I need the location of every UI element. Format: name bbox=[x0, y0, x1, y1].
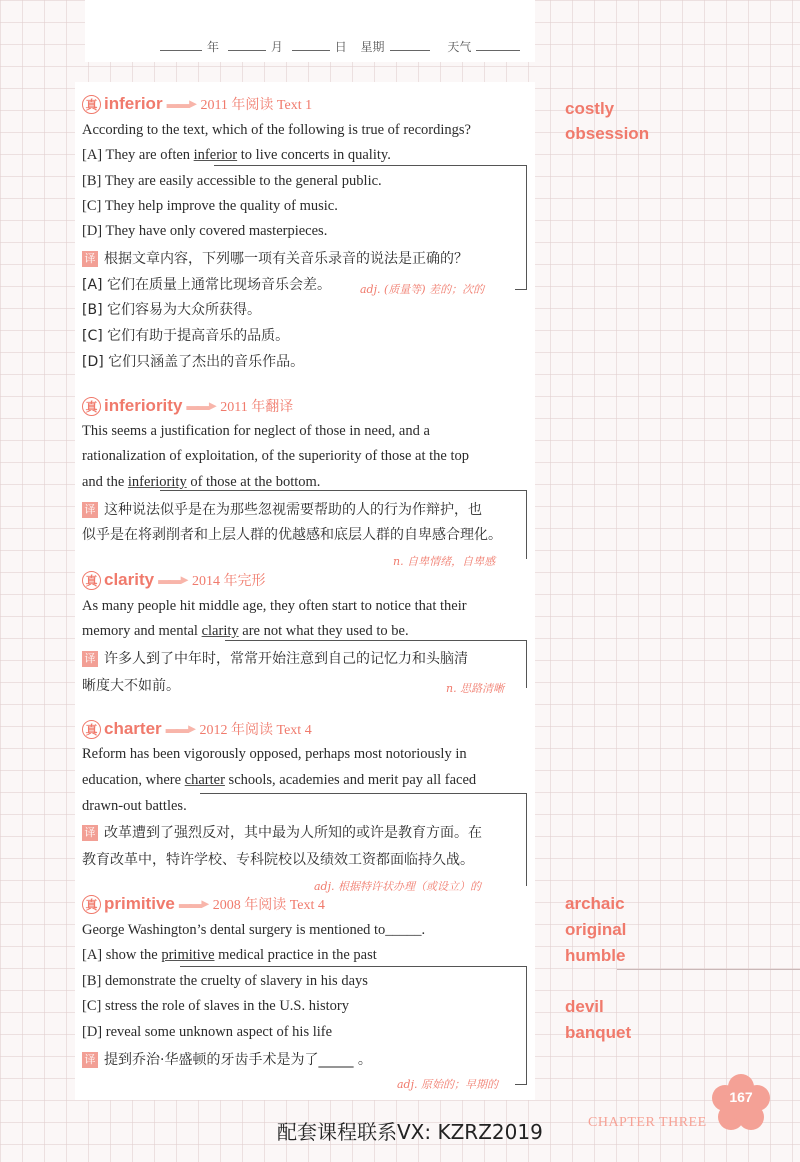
option-a: [A] They are often inferior to live concerts in quality. bbox=[82, 147, 391, 163]
translation-line: 译 这种说法似乎是在为那些忽视需要帮助的人的行为作辩护，也 bbox=[82, 499, 482, 519]
connector-line bbox=[515, 173, 527, 290]
translation-line: 晰度大不如前。 bbox=[82, 678, 180, 694]
sentence-line: As many people hit middle age, they often start to notice that their bbox=[82, 598, 467, 614]
sentence-line: drawn-out battles. bbox=[82, 798, 187, 814]
option-b: [B] demonstrate the cruelty of slavery in his days bbox=[82, 973, 368, 989]
source-label: 2011 年阅读 Text 1 bbox=[200, 98, 313, 113]
arrow-icon: ▬▬► bbox=[178, 896, 209, 911]
connector-line bbox=[200, 793, 527, 886]
arrow-icon: ▬▬► bbox=[186, 398, 217, 413]
source-label: 2008 年阅读 Text 4 bbox=[212, 898, 325, 913]
question-line: George Washington’s dental surgery is mentioned to_____. bbox=[82, 922, 426, 938]
related-word: obsession bbox=[565, 124, 650, 143]
translation-d: [D] 它们只涵盖了杰出的音乐作品。 bbox=[82, 354, 305, 370]
option-a: [A] show the primitive medical practice in the past bbox=[82, 947, 377, 963]
related-word: banquet bbox=[565, 1023, 632, 1042]
option-b: [B] They are easily accessible to the general public. bbox=[82, 173, 382, 189]
sentence-line: education, where charter schools, academies and merit pay all faced bbox=[82, 772, 477, 788]
entry-header-primitive bbox=[82, 894, 325, 914]
option-d: [D] reveal some unknown aspect of his life bbox=[82, 1024, 333, 1040]
headword: inferior bbox=[104, 94, 163, 113]
definition-note: adj. 根据特许状办理（或设立）的 bbox=[314, 880, 482, 893]
translation-line: 译 改革遭到了强烈反对，其中最为人所知的或许是教育方面。在 bbox=[82, 822, 482, 842]
yi-badge: 译 bbox=[82, 825, 98, 841]
related-word: archaic bbox=[565, 894, 625, 913]
source-label: 2011 年翻译 bbox=[220, 400, 294, 415]
zhen-badge: 真 bbox=[82, 397, 101, 416]
entry-header-inferior bbox=[82, 94, 312, 114]
yi-badge: 译 bbox=[82, 1052, 98, 1068]
sentence-line: rationalization of exploitation, of the superiority of those at the top bbox=[82, 448, 469, 464]
sentence-line: and the inferiority of those at the bottom. bbox=[82, 474, 321, 490]
promo-text: 配套课程联系VX: KZRZ2019 bbox=[277, 1120, 543, 1144]
connector-line bbox=[214, 165, 527, 174]
related-word: original bbox=[565, 920, 627, 939]
definition-note: adj. 原始的；早期的 bbox=[397, 1078, 499, 1091]
translation-line: 译 许多人到了中年时，常常开始注意到自己的记忆力和头脑清 bbox=[82, 648, 468, 668]
connector-line bbox=[515, 974, 527, 1085]
entry-header-charter bbox=[82, 719, 312, 739]
arrow-icon: ▬▬► bbox=[165, 721, 196, 736]
entry-header-inferiority bbox=[82, 396, 293, 416]
sentence-line: This seems a justification for neglect of those in need, and a bbox=[82, 423, 430, 439]
translation-question: 译 根据文章内容，下列哪一项有关音乐录音的说法是正确的？ bbox=[82, 248, 468, 268]
translation-question: 译 提到乔治·华盛顿的牙齿手术是为了_____ 。 bbox=[82, 1049, 372, 1069]
headword: inferiority bbox=[104, 396, 183, 415]
zhen-badge: 真 bbox=[82, 895, 101, 914]
option-c: [C] stress the role of slaves in the U.S. history bbox=[82, 998, 350, 1014]
option-d: [D] They have only covered masterpieces. bbox=[82, 223, 328, 239]
connector-line bbox=[160, 490, 527, 559]
translation-b: [B] 它们容易为大众所获得。 bbox=[82, 302, 261, 318]
translation-c: [C] 它们有助于提高音乐的品质。 bbox=[82, 328, 290, 344]
translation-a: [A] 它们在质量上通常比现场音乐会差。 bbox=[82, 277, 331, 293]
source-label: 2014 年完形 bbox=[191, 574, 266, 589]
source-label: 2012 年阅读 Text 4 bbox=[199, 723, 312, 738]
connector-line bbox=[180, 966, 527, 975]
zhen-badge: 真 bbox=[82, 571, 101, 590]
page-number: 167 bbox=[729, 1089, 753, 1105]
related-word: devil bbox=[565, 997, 604, 1016]
zhen-badge: 真 bbox=[82, 720, 101, 739]
translation-line: 似乎是在将剥削者和上层人群的优越感和底层人群的自卑感合理化。 bbox=[82, 527, 502, 543]
headword: clarity bbox=[104, 570, 155, 589]
definition-note: n. 自卑情绪，自卑感 bbox=[393, 555, 496, 568]
entry-header-clarity bbox=[82, 570, 265, 590]
definition-note: adj. (质量等) 差的；次的 bbox=[360, 283, 485, 296]
arrow-icon: ▬▬► bbox=[158, 572, 188, 587]
yi-badge: 译 bbox=[82, 502, 98, 518]
yi-badge: 译 bbox=[82, 251, 98, 267]
arrow-icon: ▬▬► bbox=[166, 96, 197, 111]
definition-note: n. 思路清晰 bbox=[446, 682, 505, 695]
headword: primitive bbox=[104, 894, 175, 913]
date-line: 年 月 日 星期 天气 bbox=[160, 38, 520, 55]
chapter-label: CHAPTER THREE bbox=[588, 1115, 707, 1130]
related-words-column bbox=[545, 0, 800, 1162]
question-line: According to the text, which of the following is true of recordings? bbox=[82, 122, 471, 138]
translation-line: 教育改革中，特许学校、专科院校以及绩效工资都面临持久战。 bbox=[82, 852, 474, 868]
sentence-line: Reform has been vigorously opposed, perhaps most notoriously in bbox=[82, 746, 467, 762]
option-c: [C] They help improve the quality of music. bbox=[82, 198, 338, 214]
divider-line bbox=[617, 969, 800, 970]
sentence-line: memory and mental clarity are not what they used to be. bbox=[82, 623, 409, 639]
related-word: humble bbox=[565, 946, 626, 965]
yi-badge: 译 bbox=[82, 651, 98, 667]
headword: charter bbox=[104, 719, 162, 738]
zhen-badge: 真 bbox=[82, 95, 101, 114]
related-word: costly bbox=[565, 99, 615, 118]
